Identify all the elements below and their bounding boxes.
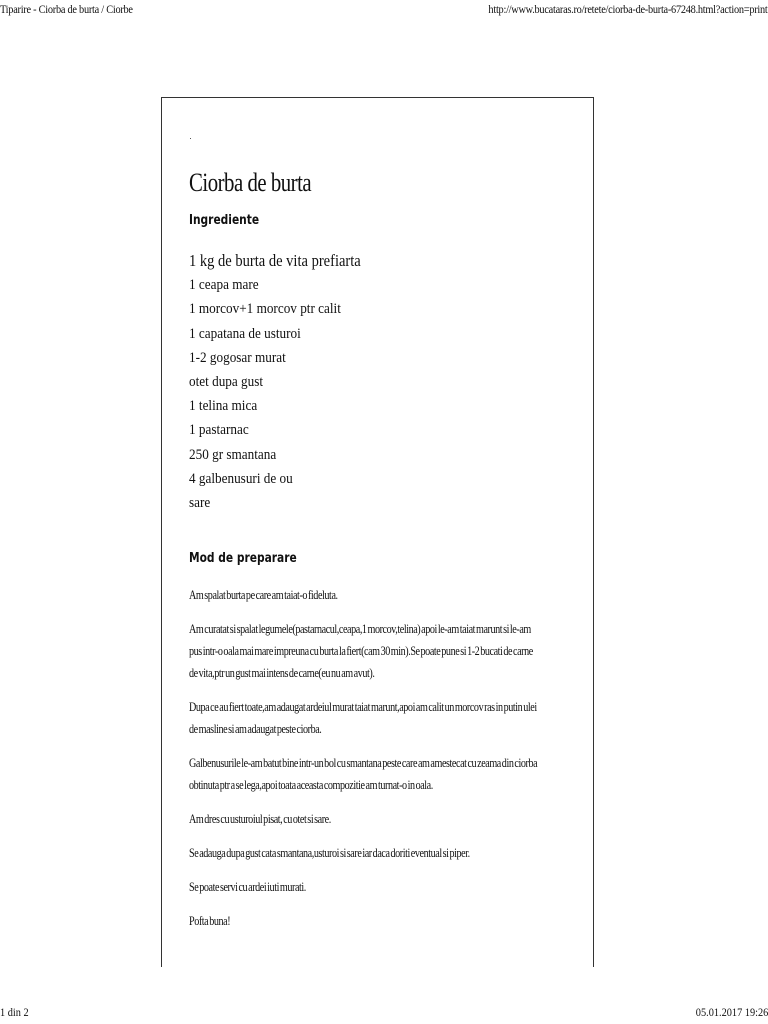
ingredient-item: 1-2 gogosar murat: [189, 349, 286, 366]
ingredient-item: 1 kg de burta de vita prefiarta: [189, 251, 361, 270]
ingredient-item: 1 telina mica: [189, 398, 258, 415]
ingredients-list: [189, 249, 489, 515]
ingredient-item: 1 ceapa mare: [189, 277, 259, 294]
print-header-title: Tiparire - Ciorba de burta / Ciorbe: [0, 2, 133, 16]
method-step: Am dres cu usturoiul pisat, cu otet si sare.: [189, 811, 331, 826]
method-step: Dupa ce au fiert toate,am adaugat ardeiul murat taiat marunt,apoi am calit un morcov ras in putin ulei de masline si am adaugat peste ciorba.: [189, 699, 537, 736]
print-header-url: http://www.bucataras.ro/retete/ciorba-de-burta-67248.html?action=print: [488, 2, 768, 16]
ingredient-item: 1 capatana de usturoi: [189, 325, 301, 342]
ingredient-item: 250 gr smantana: [189, 446, 277, 463]
print-footer-page: 1 din 2: [0, 1005, 29, 1019]
method-step: Am curatat si spalat legumele(pastarnacul,ceapa,1 morcov,telina) apoi le-am taiat marunt si le-am pus intr-o oala mai mare impreuna cu burta la fiert(cam 30 min).Se poate pune si 1-2 bucati de carne de vita,ptr un gust mai intens de carne(eu nu am avut).: [189, 621, 533, 680]
method-step: Se poate servi cu ardei iuti murati.: [189, 879, 306, 894]
ingredient-item: sare: [189, 494, 211, 511]
ingredient-item: otet dupa gust: [189, 373, 264, 390]
method-step: Se adauga dupa gust cata smantana,usturoi si sare iar daca doriti eventual si piper.: [189, 845, 470, 860]
recipe-title: Ciorba de burta: [189, 168, 312, 197]
print-footer-datetime: 05.01.2017 19:26: [695, 1005, 768, 1019]
ingredient-item: 1 pastarnac: [189, 422, 249, 439]
method-step: Galbenusurile le-am batut bine intr-un bol cu smantana peste care am amestecat cu zeama din ciorba obtinuta ptr a se lega,apoi toata aceasta compozitie am turnat-o in oala.: [189, 755, 538, 792]
method-step: Am spalat burta pe care am taiat-o fideluta.: [189, 587, 338, 602]
method-step: Pofta buna!: [189, 913, 231, 928]
ingredient-item: 1 morcov+1 morcov ptr calit: [189, 301, 341, 318]
method-steps: [189, 584, 584, 944]
recipe-page: [161, 97, 594, 967]
ingredient-item: 4 galbenusuri de ou: [189, 470, 293, 487]
dot-mark: [190, 138, 191, 139]
ingredients-heading: Ingrediente: [189, 213, 260, 228]
method-heading: Mod de preparare: [189, 551, 297, 566]
